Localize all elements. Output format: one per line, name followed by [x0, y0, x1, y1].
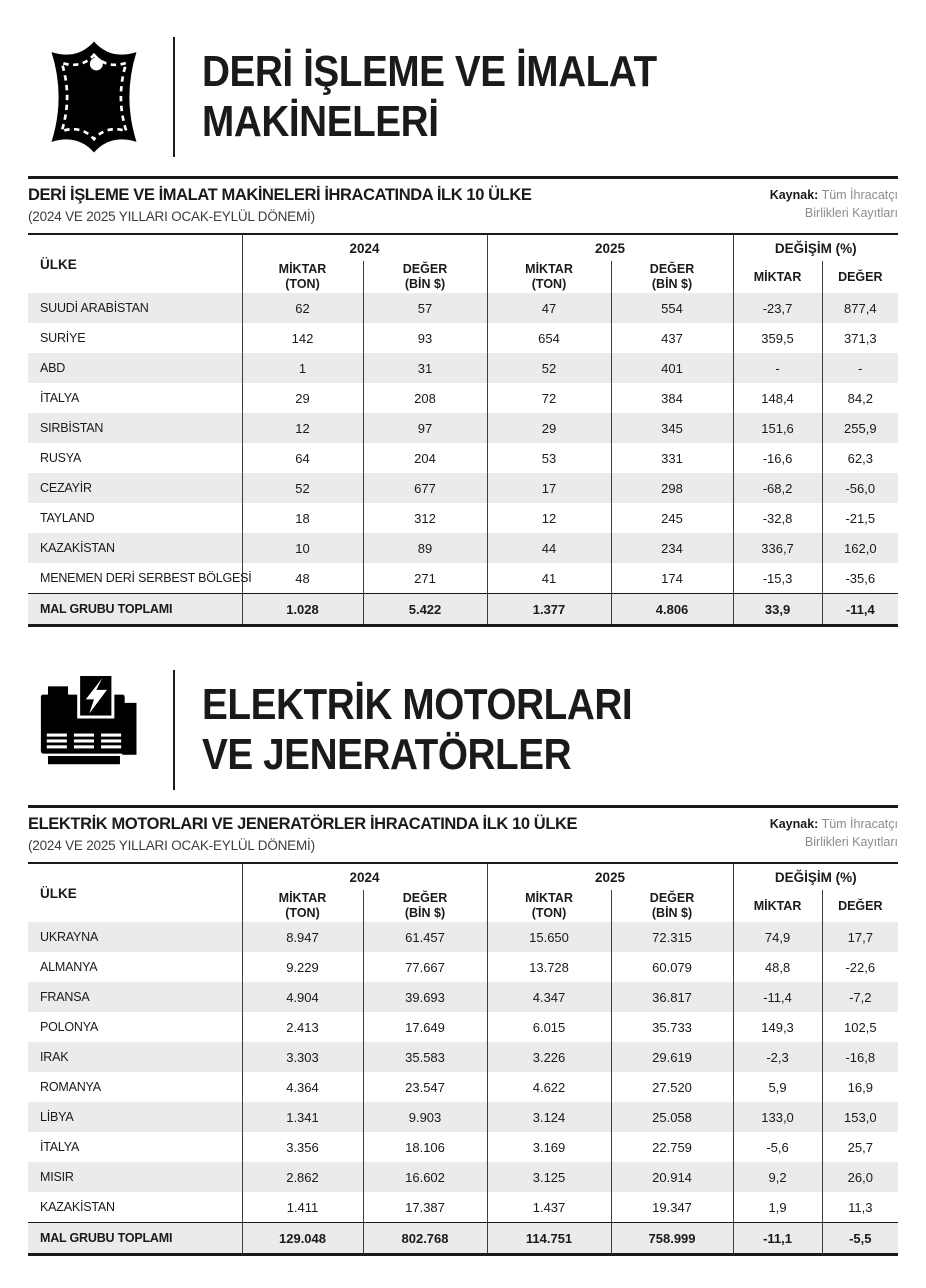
value-cell: 22.759: [611, 1132, 733, 1162]
value-cell: 64: [242, 443, 363, 473]
section-title: [202, 680, 691, 780]
value-cell: 53: [487, 443, 611, 473]
table-row: [28, 293, 898, 323]
value-cell: 9.903: [363, 1102, 487, 1132]
column-group-change: DEĞİŞİM (%): [733, 863, 898, 890]
value-cell: 336,7: [733, 533, 822, 563]
value-cell: -21,5: [822, 503, 898, 533]
value-cell: 26,0: [822, 1162, 898, 1192]
table-row: [28, 473, 898, 503]
value-cell: 60.079: [611, 952, 733, 982]
country-cell: FRANSA: [40, 990, 90, 1004]
country-cell: KAZAKİSTAN: [40, 1200, 115, 1214]
column-header-change-value: [822, 261, 898, 293]
country-cell: RUSYA: [40, 451, 82, 465]
column-header-value-2025: [611, 890, 733, 922]
section-title: [202, 47, 719, 147]
column-header-amount-2025: [487, 261, 611, 293]
header-line-2: (TON): [285, 906, 320, 920]
value-cell: 9,2: [733, 1162, 822, 1192]
value-cell: 654: [487, 323, 611, 353]
country-cell: MISIR: [40, 1170, 74, 1184]
value-cell: 48,8: [733, 952, 822, 982]
value-cell: 5,9: [733, 1072, 822, 1102]
value-cell: 23.547: [363, 1072, 487, 1102]
value-cell: -35,6: [822, 563, 898, 594]
table-row: [28, 952, 898, 982]
source-line-1: [770, 186, 898, 204]
value-cell: 97: [363, 413, 487, 443]
value-cell: 1,9: [733, 1192, 822, 1223]
value-cell: 48: [242, 563, 363, 594]
value-cell: 2.413: [242, 1012, 363, 1042]
value-cell: 57: [363, 293, 487, 323]
source-text: Tüm İhracatçı: [821, 817, 898, 831]
header-line-1: DEĞER: [402, 891, 448, 906]
table-row: [28, 383, 898, 413]
country-cell: IRAK: [40, 1050, 69, 1064]
value-cell: 15.650: [487, 922, 611, 952]
table-subtitle: (2024 VE 2025 YILLARI OCAK-EYLÜL DÖNEMİ): [28, 838, 315, 853]
table-heading-block: [28, 186, 898, 224]
value-cell: 12: [242, 413, 363, 443]
header-line-1: DEĞER: [402, 262, 448, 277]
country-cell: POLONYA: [40, 1020, 99, 1034]
value-cell: 84,2: [822, 383, 898, 413]
value-cell: 148,4: [733, 383, 822, 413]
value-cell: 17.649: [363, 1012, 487, 1042]
country-cell: ABD: [40, 361, 66, 375]
table-title: DERİ İŞLEME VE İMALAT MAKİNELERİ İHRACATINDA İLK 10 ÜLKE: [28, 186, 532, 204]
table-row: [28, 1012, 898, 1042]
value-cell: 10: [242, 533, 363, 563]
value-cell: 89: [363, 533, 487, 563]
total-row: [28, 1223, 898, 1255]
value-cell: 114.751: [487, 1223, 611, 1255]
value-cell: 4.904: [242, 982, 363, 1012]
value-cell: -68,2: [733, 473, 822, 503]
value-cell: 47: [487, 293, 611, 323]
header-line-1: DEĞER: [649, 891, 695, 906]
column-header-value-2024: [363, 261, 487, 293]
value-cell: -16,8: [822, 1042, 898, 1072]
value-cell: 4.364: [242, 1072, 363, 1102]
value-cell: 554: [611, 293, 733, 323]
value-cell: 17: [487, 473, 611, 503]
value-cell: -7,2: [822, 982, 898, 1012]
value-cell: 17,7: [822, 922, 898, 952]
value-cell: 41: [487, 563, 611, 594]
value-cell: 3.226: [487, 1042, 611, 1072]
export-table-generators: [28, 862, 898, 1256]
section-title-line2: VE JENERATÖRLER: [202, 730, 572, 779]
value-cell: 877,4: [822, 293, 898, 323]
generator-icon: [28, 667, 160, 793]
report-page: [0, 34, 926, 1264]
header-line-1: MİKTAR: [753, 898, 802, 913]
value-cell: 371,3: [822, 323, 898, 353]
column-header-value-2024: [363, 890, 487, 922]
value-cell: 1.341: [242, 1102, 363, 1132]
value-cell: 29: [242, 383, 363, 413]
value-cell: 61.457: [363, 922, 487, 952]
value-cell: 8.947: [242, 922, 363, 952]
value-cell: -11,4: [733, 982, 822, 1012]
value-cell: -11,1: [733, 1223, 822, 1255]
column-header-value-2025: [611, 261, 733, 293]
value-cell: 16.602: [363, 1162, 487, 1192]
value-cell: 52: [242, 473, 363, 503]
value-cell: 25,7: [822, 1132, 898, 1162]
value-cell: 802.768: [363, 1223, 487, 1255]
section-title-line1: ELEKTRİK MOTORLARI: [202, 680, 633, 729]
value-cell: 29: [487, 413, 611, 443]
country-cell: SURİYE: [40, 331, 86, 345]
value-cell: 18: [242, 503, 363, 533]
value-cell: 4.806: [611, 594, 733, 626]
value-cell: 2.862: [242, 1162, 363, 1192]
value-cell: -32,8: [733, 503, 822, 533]
table-row: [28, 413, 898, 443]
value-cell: 62: [242, 293, 363, 323]
column-header-amount-2024: [242, 261, 363, 293]
value-cell: 27.520: [611, 1072, 733, 1102]
value-cell: 384: [611, 383, 733, 413]
value-cell: 174: [611, 563, 733, 594]
table-body: [28, 293, 898, 626]
header-line-1: MİKTAR: [753, 269, 802, 284]
total-row: [28, 594, 898, 626]
country-cell: CEZAYİR: [40, 481, 92, 495]
column-header-change-amount: [733, 890, 822, 922]
value-cell: 1: [242, 353, 363, 383]
value-cell: 17.387: [363, 1192, 487, 1223]
value-cell: 3.169: [487, 1132, 611, 1162]
country-cell: TAYLAND: [40, 511, 95, 525]
value-cell: 345: [611, 413, 733, 443]
table-row: [28, 922, 898, 952]
table-row: [28, 1192, 898, 1223]
value-cell: -5,6: [733, 1132, 822, 1162]
value-cell: 93: [363, 323, 487, 353]
source-label: Kaynak:: [769, 817, 819, 831]
value-cell: -5,5: [822, 1223, 898, 1255]
source-text: Tüm İhracatçı: [821, 188, 898, 202]
value-cell: 52: [487, 353, 611, 383]
value-cell: 3.125: [487, 1162, 611, 1192]
value-cell: 19.347: [611, 1192, 733, 1223]
table-header: [28, 234, 898, 293]
header-line-2: (TON): [531, 906, 567, 920]
value-cell: 255,9: [822, 413, 898, 443]
table-row: [28, 1042, 898, 1072]
table-row: [28, 503, 898, 533]
value-cell: 6.015: [487, 1012, 611, 1042]
value-cell: 1.377: [487, 594, 611, 626]
header-line-2: (BİN $): [651, 906, 693, 920]
section-header-generators: [28, 667, 898, 793]
value-cell: 25.058: [611, 1102, 733, 1132]
header-line-2: (BİN $): [404, 906, 446, 920]
header-line-1: MİKTAR: [525, 891, 573, 906]
value-cell: -: [733, 353, 822, 383]
value-cell: -16,6: [733, 443, 822, 473]
header-divider-line: [173, 670, 175, 790]
value-cell: -15,3: [733, 563, 822, 594]
section-header-leather: [28, 34, 898, 160]
value-cell: 129.048: [242, 1223, 363, 1255]
value-cell: -56,0: [822, 473, 898, 503]
table-row: [28, 533, 898, 563]
value-cell: 16,9: [822, 1072, 898, 1102]
column-header-amount-2025: [487, 890, 611, 922]
column-header-amount-2024: [242, 890, 363, 922]
table-row: [28, 353, 898, 383]
value-cell: 33,9: [733, 594, 822, 626]
country-cell: KAZAKİSTAN: [40, 541, 115, 555]
value-cell: 44: [487, 533, 611, 563]
value-cell: 3.303: [242, 1042, 363, 1072]
country-cell: SUUDİ ARABİSTAN: [40, 301, 149, 315]
value-cell: 151,6: [733, 413, 822, 443]
value-cell: -: [822, 353, 898, 383]
country-cell: ROMANYA: [40, 1080, 101, 1094]
value-cell: 312: [363, 503, 487, 533]
value-cell: 758.999: [611, 1223, 733, 1255]
value-cell: 298: [611, 473, 733, 503]
value-cell: 142: [242, 323, 363, 353]
value-cell: -11,4: [822, 594, 898, 626]
table-header: [28, 863, 898, 922]
value-cell: -23,7: [733, 293, 822, 323]
value-cell: 12: [487, 503, 611, 533]
table-row: [28, 982, 898, 1012]
value-cell: 11,3: [822, 1192, 898, 1223]
table-row: [28, 1132, 898, 1162]
horizontal-rule: [28, 176, 898, 179]
header-line-1: MİKTAR: [278, 891, 327, 906]
value-cell: 245: [611, 503, 733, 533]
column-group-2024: 2024: [242, 234, 487, 261]
column-group-2025: 2025: [487, 863, 733, 890]
header-line-2: (BİN $): [404, 277, 446, 291]
table-row: [28, 1072, 898, 1102]
value-cell: 77.667: [363, 952, 487, 982]
value-cell: 208: [363, 383, 487, 413]
table-row: [28, 563, 898, 594]
header-line-1: MİKTAR: [278, 262, 327, 277]
table-body: [28, 922, 898, 1255]
source-line-2: Birlikleri Kayıtları: [804, 835, 898, 850]
column-group-change: DEĞİŞİM (%): [733, 234, 898, 261]
leather-hide-icon: [28, 34, 160, 160]
value-cell: 3.356: [242, 1132, 363, 1162]
value-cell: 4.347: [487, 982, 611, 1012]
column-group-2025: 2025: [487, 234, 733, 261]
table-row: [28, 1102, 898, 1132]
column-group-2024: 2024: [242, 863, 487, 890]
source-note: [770, 186, 898, 222]
total-label: MAL GRUBU TOPLAMI: [28, 1223, 242, 1255]
value-cell: 102,5: [822, 1012, 898, 1042]
value-cell: 35.583: [363, 1042, 487, 1072]
source-line-2: Birlikleri Kayıtları: [804, 206, 898, 221]
country-cell: ALMANYA: [40, 960, 98, 974]
value-cell: 359,5: [733, 323, 822, 353]
value-cell: 35.733: [611, 1012, 733, 1042]
value-cell: 204: [363, 443, 487, 473]
total-label: MAL GRUBU TOPLAMI: [28, 594, 242, 626]
table-row: [28, 1162, 898, 1192]
header-divider-line: [173, 37, 175, 157]
value-cell: 1.028: [242, 594, 363, 626]
value-cell: -2,3: [733, 1042, 822, 1072]
export-table-leather: [28, 233, 898, 627]
table-heading-block: [28, 815, 898, 853]
value-cell: 29.619: [611, 1042, 733, 1072]
value-cell: 5.422: [363, 594, 487, 626]
value-cell: 39.693: [363, 982, 487, 1012]
value-cell: 162,0: [822, 533, 898, 563]
value-cell: 72.315: [611, 922, 733, 952]
value-cell: 20.914: [611, 1162, 733, 1192]
column-header-change-value: [822, 890, 898, 922]
value-cell: 1.411: [242, 1192, 363, 1223]
column-header-country: ÜLKE: [40, 256, 77, 272]
value-cell: 153,0: [822, 1102, 898, 1132]
horizontal-rule: [28, 805, 898, 808]
source-label: Kaynak:: [769, 188, 819, 202]
table-title: ELEKTRİK MOTORLARI VE JENERATÖRLER İHRACATINDA İLK 10 ÜLKE: [28, 815, 578, 833]
header-line-2: (TON): [285, 277, 320, 291]
value-cell: -22,6: [822, 952, 898, 982]
table-header-year-row: [28, 234, 898, 261]
column-header-change-amount: [733, 261, 822, 293]
value-cell: 13.728: [487, 952, 611, 982]
value-cell: 18.106: [363, 1132, 487, 1162]
header-line-1: DEĞER: [838, 898, 883, 913]
value-cell: 234: [611, 533, 733, 563]
country-cell: UKRAYNA: [40, 930, 99, 944]
header-line-1: MİKTAR: [525, 262, 573, 277]
header-line-2: (BİN $): [651, 277, 693, 291]
table-subtitle: (2024 VE 2025 YILLARI OCAK-EYLÜL DÖNEMİ): [28, 209, 315, 224]
value-cell: 4.622: [487, 1072, 611, 1102]
value-cell: 331: [611, 443, 733, 473]
value-cell: 36.817: [611, 982, 733, 1012]
value-cell: 31: [363, 353, 487, 383]
country-cell: İTALYA: [40, 391, 80, 405]
table-row: [28, 323, 898, 353]
value-cell: 74,9: [733, 922, 822, 952]
value-cell: 72: [487, 383, 611, 413]
value-cell: 149,3: [733, 1012, 822, 1042]
value-cell: 1.437: [487, 1192, 611, 1223]
value-cell: 677: [363, 473, 487, 503]
value-cell: 9.229: [242, 952, 363, 982]
country-cell: MENEMEN DERİ SERBEST BÖLGESİ: [40, 571, 252, 585]
section-title-line2: MAKİNELERİ: [202, 97, 439, 146]
country-cell: İTALYA: [40, 1140, 80, 1154]
header-line-1: DEĞER: [838, 269, 883, 284]
source-line-1: [770, 815, 898, 833]
header-line-2: (TON): [531, 277, 567, 291]
table-header-year-row: [28, 863, 898, 890]
value-cell: 3.124: [487, 1102, 611, 1132]
value-cell: 62,3: [822, 443, 898, 473]
source-note: [770, 815, 898, 851]
section-title-line1: DERİ İŞLEME VE İMALAT: [202, 47, 657, 96]
value-cell: 437: [611, 323, 733, 353]
value-cell: 133,0: [733, 1102, 822, 1132]
table-row: [28, 443, 898, 473]
header-line-1: DEĞER: [649, 262, 695, 277]
country-cell: SIRBİSTAN: [40, 421, 104, 435]
value-cell: 271: [363, 563, 487, 594]
country-cell: LİBYA: [40, 1110, 74, 1124]
column-header-country: ÜLKE: [40, 885, 77, 901]
value-cell: 401: [611, 353, 733, 383]
